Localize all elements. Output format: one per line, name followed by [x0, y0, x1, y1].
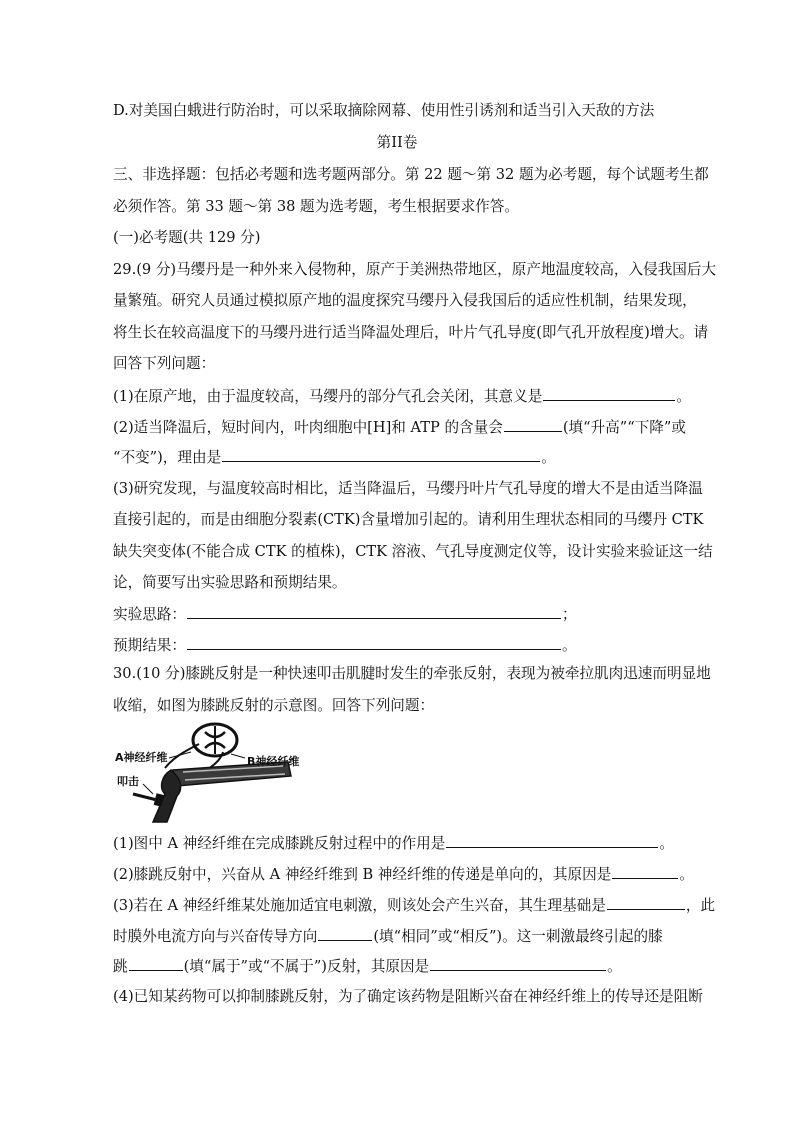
q30-sub3-line-1 — [113, 895, 716, 916]
q30-sub2-end: 。 — [679, 866, 694, 883]
nerve-fiber-a-line — [165, 744, 199, 768]
q30-sub1-text: (1)图中 A 神经纤维在完成膝跳反射过程中的作用是 — [113, 835, 446, 852]
q29-sub2-reason-text: “不变”)，理由是 — [113, 449, 222, 466]
q30-sub3-after: ，此 — [685, 897, 716, 914]
required-section-heading: (一)必考题(共 129 分) — [113, 229, 261, 246]
q29-sub3-line-3: 缺失突变体(不能合成 CTK 的植株)，CTK 溶液、气孔导度测定仪等，设计实验来验证这一结 — [113, 543, 713, 560]
q30-sub3-line-3 — [113, 956, 683, 977]
instructions-line-2: 必须作答。第 33 题～第 38 题为选考题，考生根据要求作答。 — [113, 198, 519, 215]
q29-sub1-text: (1)在原产地，由于温度较高，马缨丹的部分气孔会关闭，其意义是 — [113, 388, 543, 405]
label-knock-pointer — [143, 784, 153, 794]
label-a-nerve-fiber: A神经纤维 — [115, 751, 168, 764]
q30-sub2-text: (2)膝跳反射中，兴奋从 A 神经纤维到 B 神经纤维的传递是单向的，其原因是 — [113, 866, 612, 883]
expected-result-label: 预期结果： — [113, 637, 186, 654]
label-b-pointer — [231, 754, 245, 758]
expected-result-line — [113, 635, 683, 656]
answer-blank[interactable] — [612, 864, 678, 879]
q30-sub1 — [113, 833, 683, 854]
answer-blank[interactable] — [504, 417, 562, 432]
answer-blank[interactable] — [187, 604, 561, 619]
q30-sub3-current-hint: (填“相同”或“相反”)。这一刺激最终引起的膝 — [373, 928, 663, 945]
q29-line-3: 将生长在较高温度下的马缨丹进行适当降温处理后，叶片气孔导度(即气孔开放程度)增大。请 — [113, 324, 709, 341]
answer-blank[interactable] — [318, 926, 372, 941]
label-b-nerve-fiber: B神经纤维 — [247, 755, 300, 768]
q30-sub3-jump-end: 。 — [607, 958, 622, 975]
knee-jerk-reflex-figure — [113, 718, 303, 824]
q30-sub4-line-1: (4)已知某药物可以抑制膝跳反射，为了确定该药物是阻断兴奋在神经纤维上的传导还是阻断 — [113, 988, 703, 1005]
q30-line-1: 30.(10 分)膝跳反射是一种快速叩击肌腱时发生的牵张反射，表现为被牵拉肌肉迅速而明显地 — [113, 665, 711, 682]
section-title: 第II卷 — [376, 134, 418, 151]
reflex-diagram-drawing — [113, 718, 303, 824]
answer-blank[interactable] — [607, 895, 685, 910]
answer-blank[interactable] — [446, 833, 658, 848]
q29-sub1 — [113, 386, 691, 407]
q30-sub3-jump-text: 跳 — [113, 958, 128, 975]
instructions-line-1: 三、非选择题：包括必考题和选考题两部分。第 22 题～第 32 题为必考题，每个试题考生都 — [113, 166, 709, 183]
answer-blank[interactable] — [222, 447, 540, 462]
q30-sub3-text: (3)若在 A 神经纤维某处施加适宜电刺激，则该处会产生兴奋，其生理基础是 — [113, 897, 606, 914]
option-d-line: D.对美国白蛾进行防治时，可以采取摘除网幕、使用性引诱剂和适当引入天敌的方法 — [113, 102, 655, 119]
q29-line-2: 量繁殖。研究人员通过模拟原产地的温度探究马缨丹入侵我国后的适应性机制，结果发现， — [113, 292, 697, 309]
experiment-idea-line — [113, 604, 683, 625]
answer-blank[interactable] — [187, 635, 561, 650]
label-knock: 叩击 — [117, 775, 139, 788]
q30-sub3-jump-hint: (填“属于”或“不属于”)反射，其原因是 — [183, 958, 430, 975]
reflex-hammer-handle — [133, 794, 157, 800]
q29-line-4: 回答下列问题： — [113, 355, 216, 372]
q30-sub3-line-2 — [113, 926, 683, 947]
q30-sub2 — [113, 864, 694, 885]
experiment-idea-label: 实验思路： — [113, 606, 186, 623]
answer-blank[interactable] — [543, 386, 675, 401]
expected-result-end: 。 — [561, 637, 577, 654]
q29-sub1-end: 。 — [676, 388, 691, 405]
q29-sub2-reason — [113, 447, 683, 468]
label-a-pointer — [169, 752, 191, 758]
q30-sub3-current-text: 时膜外电流方向与兴奋传导方向 — [113, 928, 318, 945]
answer-blank[interactable] — [430, 956, 606, 971]
q29-sub3-line-1: (3)研究发现，与温度较高时相比，适当降温后，马缨丹叶片气孔导度的增大不是由适当降温 — [113, 480, 703, 497]
q30-sub1-end: 。 — [659, 835, 674, 852]
q29-sub2-hint: (填“升高”“下降”或 — [562, 419, 686, 436]
q30-line-2: 收缩，如图为膝跳反射的示意图。回答下列问题： — [113, 697, 435, 714]
q29-sub3-line-4: 论，简要写出实验思路和预期结果。 — [113, 574, 347, 591]
q29-sub2 — [113, 417, 686, 438]
answer-blank[interactable] — [129, 956, 183, 971]
q29-sub3-line-2: 直接引起的，而是由细胞分裂素(CTK)含量增加引起的。请利用生理状态相同的马缨丹 CTK — [113, 511, 704, 528]
q29-sub2-text: (2)适当降温后，短时间内，叶肉细胞中[H]和 ATP 的含量会 — [113, 419, 503, 436]
q29-line-1: 29.(9 分)马缨丹是一种外来入侵物种，原产于美洲热带地区，原产地温度较高，入侵我国后大 — [113, 261, 717, 278]
q29-sub2-reason-end: 。 — [541, 449, 556, 466]
experiment-idea-end: ； — [561, 606, 577, 623]
